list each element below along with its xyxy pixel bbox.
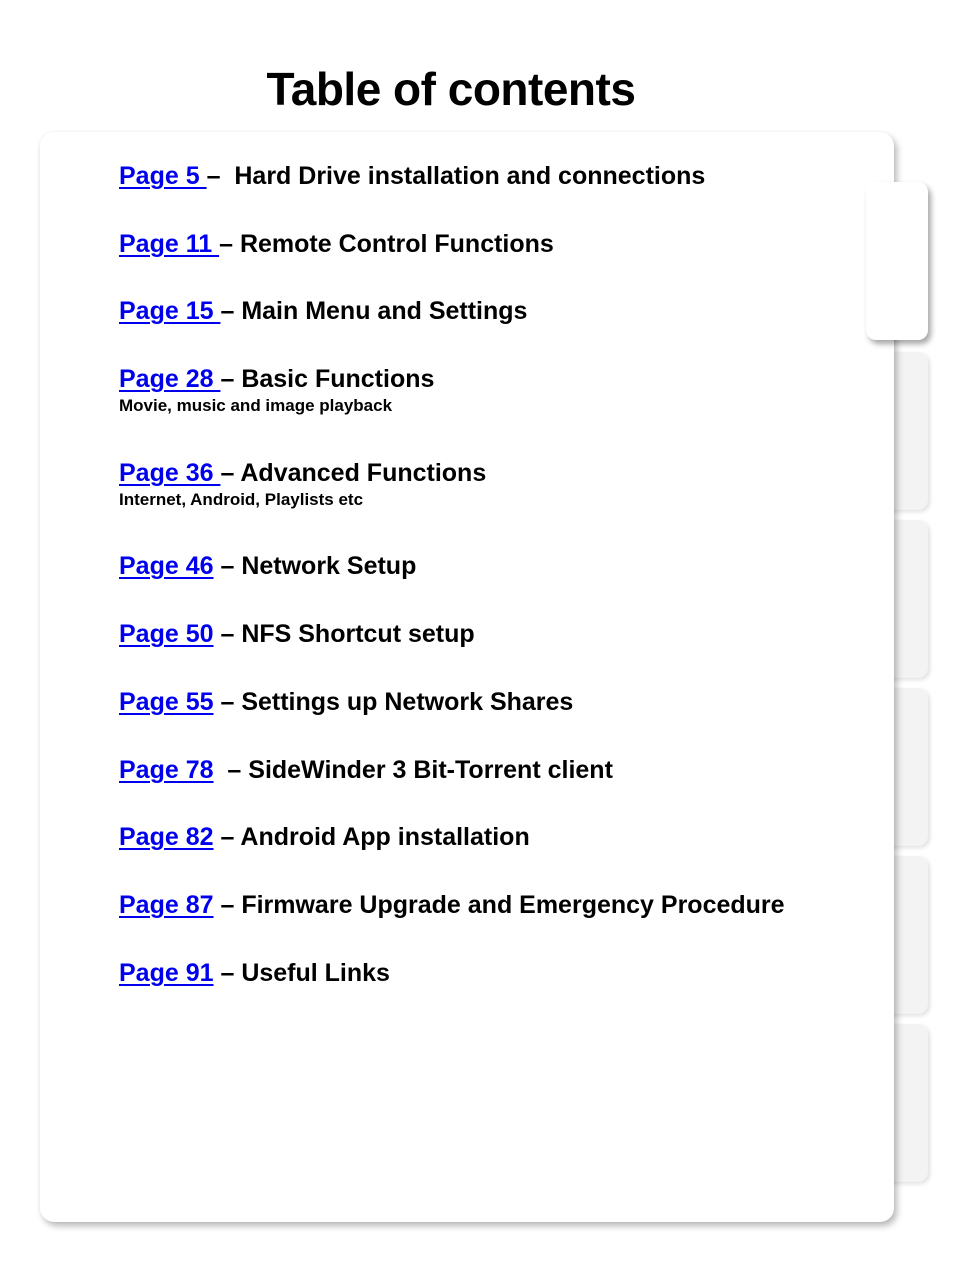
toc-entry [119,822,530,852]
entry-subtitle: Internet, Android, Playlists etc [119,490,364,509]
entry-label: Settings up Network Shares [241,688,574,716]
entry-label: Main Menu and Settings [241,297,528,325]
entry-label: Remote Control Functions [239,230,554,258]
toc-entry [119,958,390,988]
toc-entry [119,551,416,581]
page-link[interactable]: Page 87 [119,891,214,919]
entry-label: Useful Links [241,959,390,987]
page-link[interactable]: Page 78 [119,756,214,784]
page-link[interactable]: Page 46 [119,552,214,580]
divider-tab-active[interactable] [866,182,928,340]
page-link[interactable]: Page 82 [119,823,214,851]
separator: – [213,552,242,580]
entry-label: SideWinder 3 Bit-Torrent client [248,756,613,784]
separator: – [213,756,249,784]
toc-entry [119,687,573,717]
toc-entry [119,229,554,259]
page-link[interactable]: Page 28 [119,365,221,393]
page-link[interactable]: Page 55 [119,688,214,716]
entry-subtitle: Movie, music and image playback [119,396,393,415]
separator: – [213,891,242,919]
page-link[interactable]: Page 5 [119,162,207,190]
page-title: Table of contents [266,63,636,115]
separator: – [213,959,242,987]
page-link[interactable]: Page 50 [119,620,214,648]
separator: – [213,688,242,716]
page-link[interactable]: Page 36 [119,459,221,487]
entry-label: Android App installation [240,823,530,851]
separator: – [219,230,240,258]
separator: – [220,365,242,393]
toc-entry [119,458,486,511]
page-link[interactable]: Page 11 [119,230,220,258]
toc-entry [119,619,475,649]
entry-label: Basic Functions [241,365,435,393]
entry-label: Firmware Upgrade and Emergency Procedure [241,891,785,919]
separator: – [213,823,241,851]
toc-entry [119,161,705,191]
page-link[interactable]: Page 91 [119,959,214,987]
toc-entry [119,755,613,785]
toc-entry [119,296,527,326]
entry-label: NFS Shortcut setup [241,620,475,648]
toc-entry [119,890,785,920]
entry-label: Network Setup [241,552,417,580]
entry-label: Advanced Functions [240,459,487,487]
toc-entry [119,364,434,417]
separator: – [220,459,241,487]
separator: – [220,297,242,325]
separator: – [213,620,242,648]
page-link[interactable]: Page 15 [119,297,221,325]
separator: – [206,162,228,190]
entry-label: Hard Drive installation and connections [227,162,706,190]
